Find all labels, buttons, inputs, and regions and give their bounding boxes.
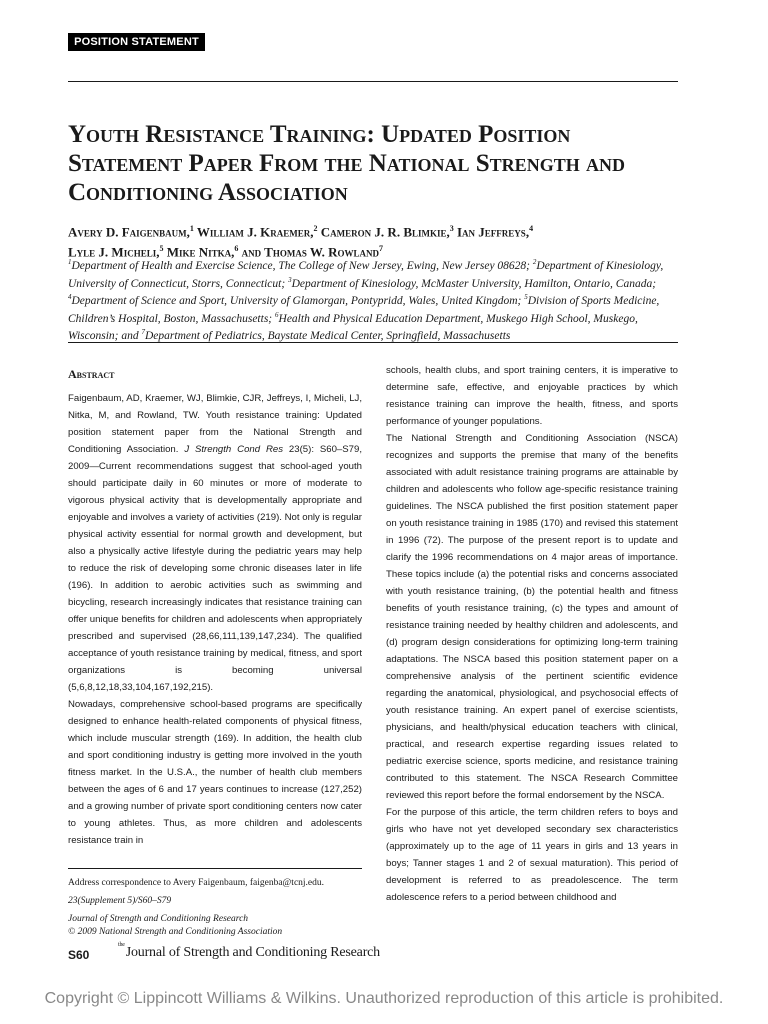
affil-6: Health and Physical Education Department, Muskego High School, Muskego, Wisconsin; and: [68, 312, 638, 342]
affil-7: Department of Pediatrics, Baystate Medical Center, Springfield, Massachusetts: [144, 329, 511, 342]
supplement-note: 23(Supplement 5)/S60–S79: [68, 896, 172, 907]
copyright-notice: Copyright © Lippincott Williams & Wilkins. Unauthorized reproduction of this article is prohibited.: [44, 990, 724, 1007]
affil-3-sup: 3: [288, 275, 292, 284]
author-6-sup: 6: [234, 244, 239, 254]
affil-2-sup: 2: [532, 258, 537, 266]
body-paragraph-2: The National Strength and Conditioning Association (NSCA) recognizes and supports the premise that many of the benefits associated with adult resistance training programs are attainable by children and adolescents who follow age-specific resistance training guidelines. The NSCA published the first position statement paper on youth resistance training in 1985 (170) and revised this statement in 1996 (72). The purpose of the present report is to update and clarify the 1996 recommendations on 4 major areas of importance. These topics include (a) the potential risks and concerns associated with youth resistance training, (b) the potential health and fitness benefits of youth resistance training, (c) the types and amount of resistance training needed by healthy children and adolescents, and (d) program design considerations for optimizing long-term training adaptations. The NSCA based this position statement paper on a comprehensive analysis of the pertinent scientific evidence regarding the anatomical, physiological, and psychosocial effects of youth resistance training. An expert panel of exercise scientists, physicians, and health/physical education teachers with clinical, practical, and research expertise regarding issues related to pediatric exercise science, sports medicine, and resistance training contributed to this statement. The NSCA Research Committee reviewed this report before the formal endorsement by the NSCA.: [386, 433, 678, 801]
author-4-sup: 4: [529, 224, 534, 233]
copyright-note: © 2009 National Strength and Conditioning Association: [68, 926, 283, 937]
footnotes: [68, 877, 368, 938]
header-rule: [68, 81, 678, 82]
author-5-sup: 5: [159, 244, 164, 254]
abstract-citation: Faigenbaum, AD, Kraemer, WJ, Blimkie, CJR, Jeffreys, I, Micheli, LJ, Nitka, M, and Rowland, TW. Youth resistance training: Updated position statement paper from the National Strength and Conditioning Association.: [68, 393, 362, 455]
author-3: Cameron J. R. Blimkie,: [320, 224, 450, 240]
body-paragraph-1: schools, health clubs, and sport training centers, it is imperative to determine safe, effective, and enjoyable practices by which resistance training can improve the health, fitness, and sports performance of younger populations.: [386, 365, 678, 427]
left-column: [68, 390, 362, 849]
affil-3: Department of Kinesiology, McMaster University, Hamilton, Ontario, Canada;: [291, 277, 657, 290]
abstract-journal-abbrev: J Strength Cond Res: [184, 444, 284, 455]
abstract-paragraph-1: [68, 390, 362, 696]
author-6: Mike Nitka,: [166, 244, 235, 260]
right-column: [386, 362, 678, 906]
author-3-sup: 3: [449, 224, 454, 233]
position-statement-label: POSITION STATEMENT: [68, 33, 205, 51]
page-number: S60: [68, 948, 90, 962]
section-rule: [68, 342, 678, 343]
journal-logo: [118, 942, 380, 961]
affil-5-sup: 5: [524, 293, 528, 302]
affil-5: Division of Sports Medicine, Children’s Hospital, Boston, Massachusetts;: [68, 294, 660, 325]
affil-1-sup: 1: [68, 258, 72, 266]
affil-1: Department of Health and Exercise Science, The College of New Jersey, Ewing, New Jersey 08628;: [71, 259, 531, 272]
affil-4-sup: 4: [68, 293, 72, 302]
abstract-paragraph-2: Nowadays, comprehensive school-based programs are specifically designed to enhance health-related components of physical fitness, which include muscular strength (169). In addition, the health club and sport conditioning industry is getting more involved in the youth fitness market. In the U.S.A., the number of health club members between the ages of 6 and 17 years continues to increase (127,252) and a growing number of private sport conditioning centers now cater to young athletes. Thus, as more children and adolescents resistance train in: [68, 699, 362, 846]
author-7-sup: 7: [379, 244, 384, 254]
author-7: and Thomas W. Rowland: [241, 244, 380, 260]
affil-2: Department of Kinesiology, University of Connecticut, Storrs, Connecticut;: [68, 259, 664, 290]
author-1-sup: 1: [189, 224, 194, 233]
footnote-rule: [68, 868, 362, 869]
author-list: [68, 220, 688, 261]
author-1: Avery D. Faigenbaum,: [68, 224, 190, 240]
affil-6-sup: 6: [275, 310, 279, 319]
author-4: Ian Jeffreys,: [457, 224, 530, 240]
journal-logo-name: Journal of Strength and Conditioning Research: [125, 945, 380, 960]
author-5: Lyle J. Micheli,: [68, 244, 160, 260]
correspondence-note: Address correspondence to Avery Faigenbaum, faigenba@tcnj.edu.: [68, 878, 325, 888]
affiliations: [68, 256, 688, 344]
author-2: William J. Kraemer,: [196, 224, 314, 240]
journal-note: Journal of Strength and Conditioning Research: [68, 914, 249, 925]
affil-7-sup: 7: [141, 328, 145, 337]
abstract-text: 23(5): S60–S79, 2009—Current recommendations suggest that school-aged youth should participate daily in 60 minutes or more of moderate to vigorous physical activity that is developmentally appropriate and enjoyable and involves a variety of activities (219). Not only is regular physical activity essential for normal growth and development, but also a physically active lifestyle during the pediatric years may help to reduce the risk of developing some chronic diseases later in life (196). In addition to aerobic activities such as swimming and bicycling, research increasingly indicates that resistance training can offer unique benefits for children and adolescents when appropriately prescribed and supervised (28,66,111,139,147,234). The qualified acceptance of youth resistance training by medical, fitness, and sport organizations is becoming universal (5,6,8,12,18,33,104,167,192,215).: [68, 444, 363, 693]
affil-4: Department of Science and Sport, University of Glamorgan, Pontypridd, Wales, United Kingdom;: [71, 294, 522, 307]
author-2-sup: 2: [313, 224, 318, 233]
journal-logo-the: the: [118, 942, 125, 948]
abstract-heading: Abstract: [68, 367, 115, 381]
article-title: Youth Resistance Training: Updated Position Statement Paper From the National Strength and Conditioning Association: [68, 121, 625, 206]
body-paragraph-3: For the purpose of this article, the term children refers to boys and girls who have not yet developed secondary sex characteristics (approximately up to the age of 11 years in girls and 13 years in boys; Tanner stages 1 and 2 of sexual maturation). This period of development is referred to as preadolescence. The term adolescence refers to a period between childhood and: [386, 807, 678, 903]
